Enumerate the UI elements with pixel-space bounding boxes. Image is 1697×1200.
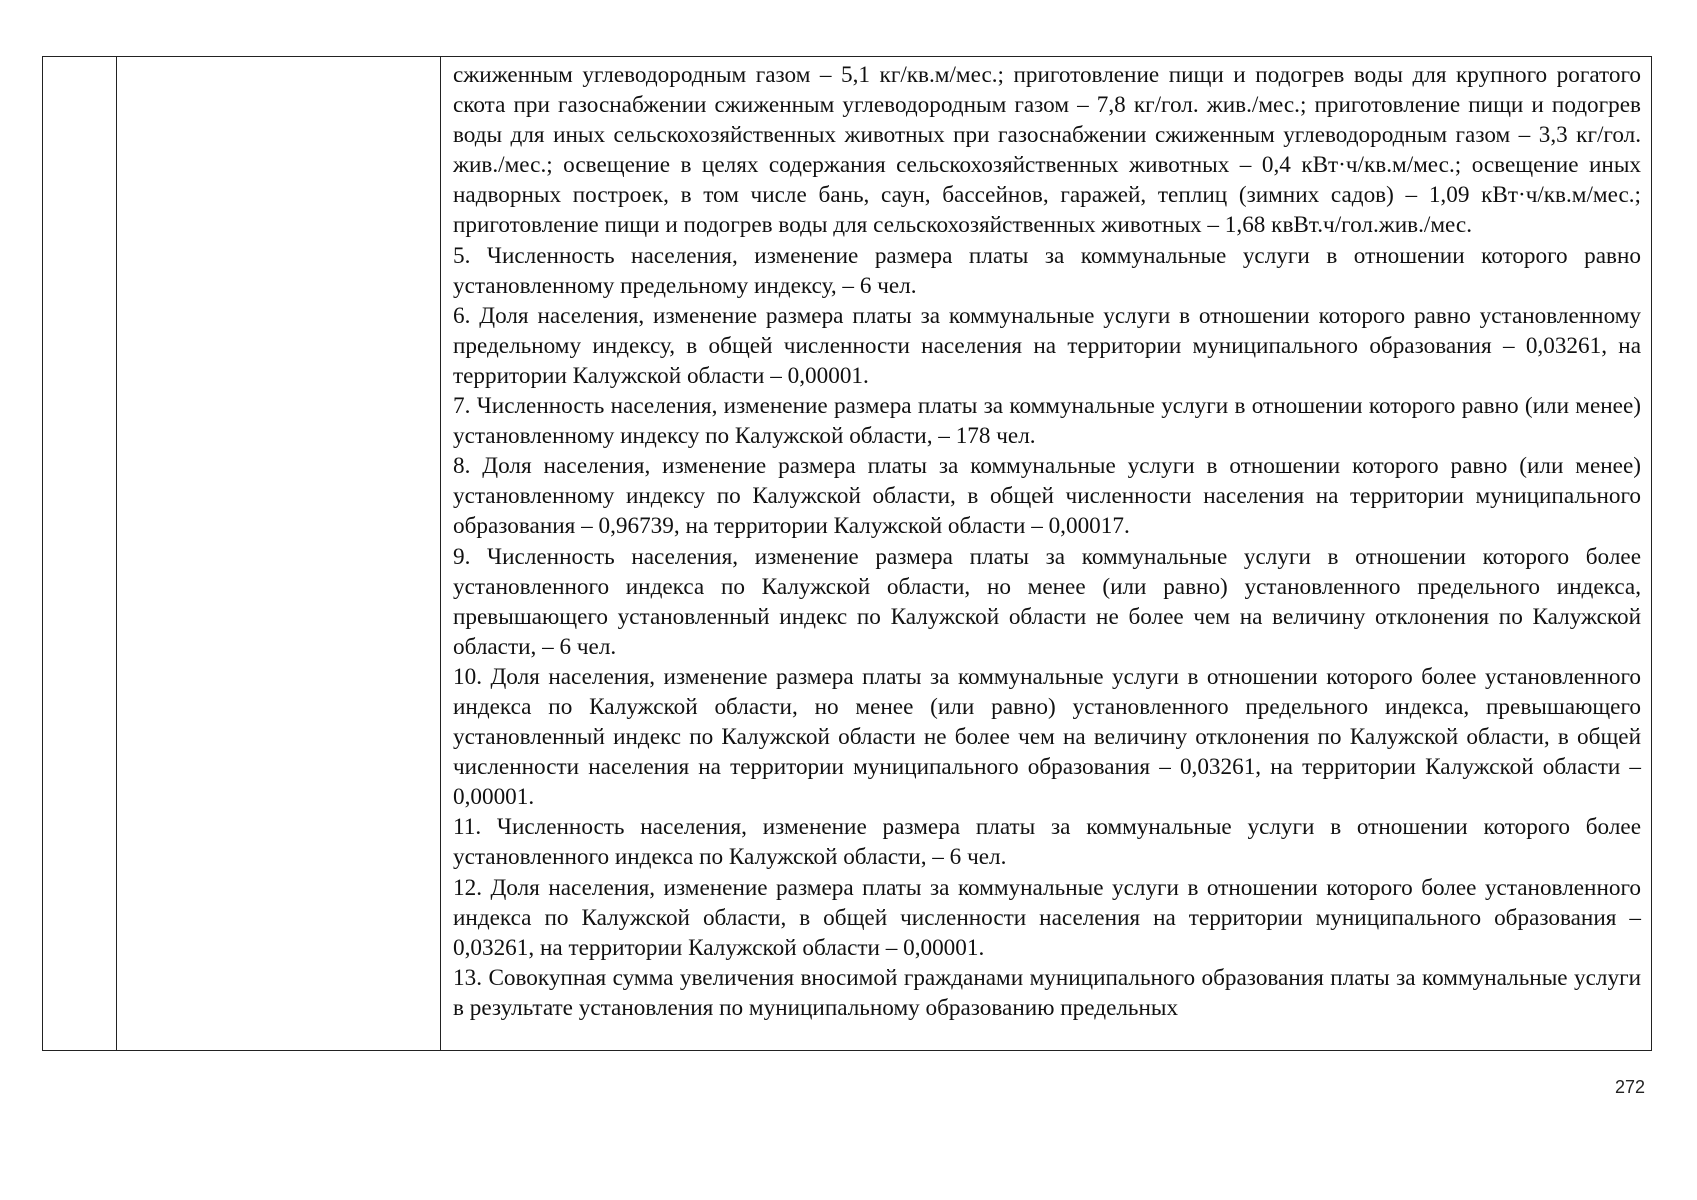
- paragraph-item-8: 8. Доля населения, изменение размера платы за коммунальные услуги в отношении которого равно (или менее) установленному индексу по Калужской области, в общей численности населения на территории муниципального образования – 0,96739, на территории Калужской области – 0,00017.: [453, 453, 1641, 540]
- table-column-number: [43, 57, 117, 1050]
- paragraph-item-7: 7. Численность населения, изменение размера платы за коммунальные услуги в отношении которого равно (или менее) установленному индексу по Калужской области, – 178 чел.: [453, 393, 1641, 450]
- paragraph-item-9: 9. Численность населения, изменение размера платы за коммунальные услуги в отношении которого более установленного индекса по Калужской области, но менее (или равно) установленного предельного индекса, превышающего установленный индекс по Калужской области не более чем на величину отклонения по Калужской области, – 6 чел.: [453, 543, 1641, 660]
- paragraph-item-13: 13. Совокупная сумма увеличения вносимой гражданами муниципального образования платы за коммунальные услуги в результате установления по муниципальному образованию предельных: [453, 964, 1641, 1021]
- page-number: 272: [1614, 1077, 1645, 1097]
- paragraph-item-6: 6. Доля населения, изменение размера платы за коммунальные услуги в отношении которого равно установленному предельному индексу, в общей численности населения на территории муниципального образования – 0,03261, на территории Калужской области – 0,00001.: [453, 302, 1641, 389]
- paragraph-item-5: 5. Численность населения, изменение размера платы за коммунальные услуги в отношении которого равно установленному предельному индексу, – 6 чел.: [453, 242, 1641, 299]
- table-column-name: [117, 57, 441, 1050]
- paragraph-continuation: сжиженным углеводородным газом – 5,1 кг/кв.м/мес.; приготовление пищи и подогрев воды для крупного рогатого скота при газоснабжении сжиженным углеводородным газом – 7,8 кг/гол. жив./мес.; приготовление пищи и подогрев воды для иных сельскохозяйственных животных при газоснабжении сжиженным углеводородным газом – 3,3 кг/гол. жив./мес.; освещение в целях содержания сельскохозяйственных животных – 0,4 кВт·ч/кв.м/мес.; освещение иных надворных построек, в том числе бань, саун, бассейнов, гаражей, теплиц (зимних садов) – 1,09 кВт·ч/кв.м/мес.; приготовление пищи и подогрев воды для сельскохозяйственных животных – 1,68 квВт.ч/гол.жив./мес.: [453, 62, 1641, 239]
- paragraph-item-12: 12. Доля населения, изменение размера платы за коммунальные услуги в отношении которого более установленного индекса по Калужской области, в общей численности населения на территории муниципального образования – 0,03261, на территории Калужской области – 0,00001.: [453, 874, 1641, 961]
- paragraph-item-11: 11. Численность населения, изменение размера платы за коммунальные услуги в отношении которого более установленного индекса по Калужской области, – 6 чел.: [453, 814, 1641, 871]
- table-column-content: [441, 57, 1651, 1050]
- paragraph-item-10: 10. Доля населения, изменение размера платы за коммунальные услуги в отношении которого более установленного индекса по Калужской области, но менее (или равно) установленного предельного индекса, превышающего установленный индекс по Калужской области не более чем на величину отклонения по Калужской области, в общей численности населения на территории муниципального образования – 0,03261, на территории Калужской области – 0,00001.: [453, 663, 1641, 811]
- document-table: [42, 56, 1652, 1051]
